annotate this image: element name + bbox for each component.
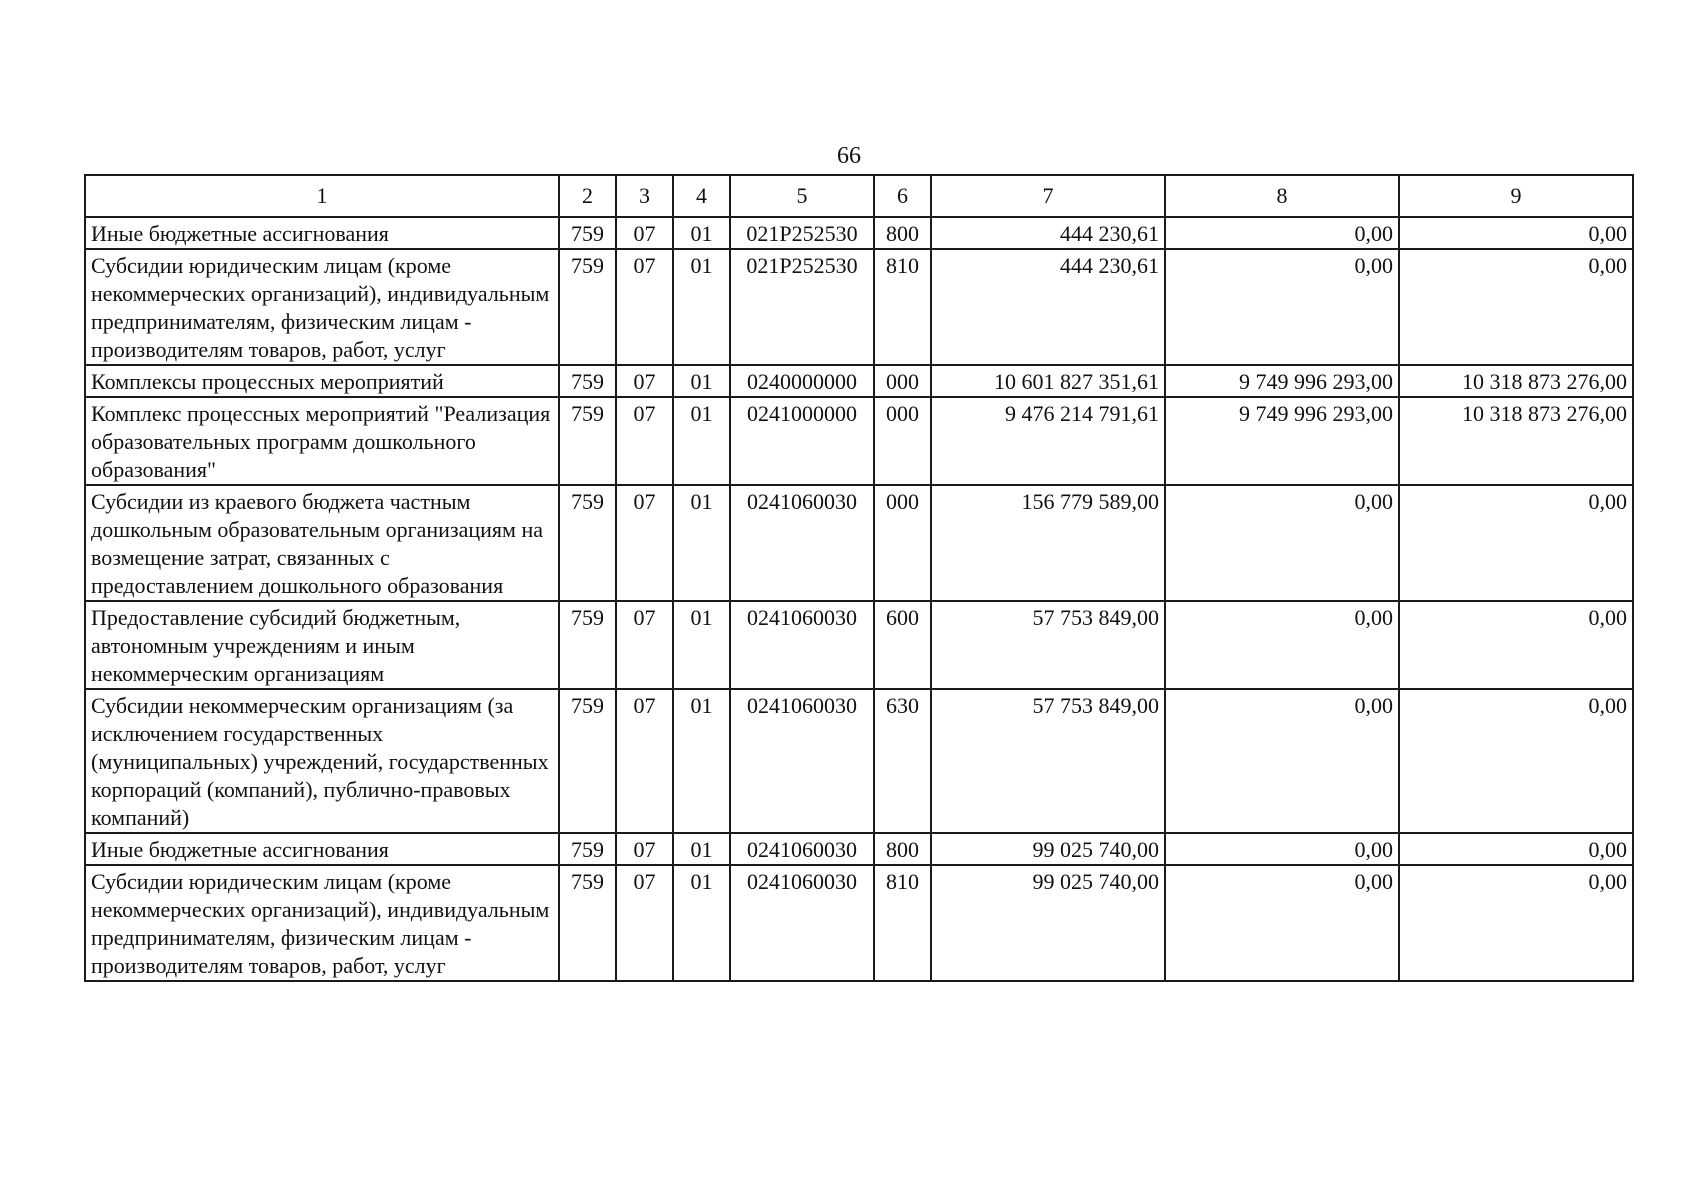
- code-cell: 01: [673, 365, 730, 397]
- code-cell: 759: [559, 397, 616, 485]
- amount-cell: 444 230,61: [931, 249, 1165, 365]
- amount-cell: 0,00: [1399, 689, 1633, 833]
- code-cell: 07: [616, 865, 673, 981]
- amount-cell: 10 601 827 351,61: [931, 365, 1165, 397]
- code-cell: 01: [673, 249, 730, 365]
- amount-cell: 0,00: [1165, 485, 1399, 601]
- code-cell: 810: [874, 249, 931, 365]
- column-header: 4: [673, 175, 730, 217]
- amount-cell: 57 753 849,00: [931, 601, 1165, 689]
- code-cell: 759: [559, 485, 616, 601]
- code-cell: 01: [673, 397, 730, 485]
- column-header: 1: [85, 175, 559, 217]
- table-row: [85, 249, 1633, 365]
- code-cell: 0241060030: [730, 689, 874, 833]
- item-name-cell: Предоставление субсидий бюджетным, автономным учреждениям и иным некоммерческим организациям: [85, 601, 559, 689]
- code-cell: 01: [673, 689, 730, 833]
- code-cell: 759: [559, 249, 616, 365]
- column-header: 5: [730, 175, 874, 217]
- amount-cell: 9 749 996 293,00: [1165, 365, 1399, 397]
- code-cell: 759: [559, 833, 616, 865]
- budget-table: [84, 174, 1634, 982]
- code-cell: 000: [874, 365, 931, 397]
- item-name-cell: Субсидии юридическим лицам (кроме некоммерческих организаций), индивидуальным предпринимателям, физическим лицам - производителям товаров, работ, услуг: [85, 249, 559, 365]
- amount-cell: 0,00: [1399, 865, 1633, 981]
- amount-cell: 0,00: [1399, 249, 1633, 365]
- amount-cell: 57 753 849,00: [931, 689, 1165, 833]
- amount-cell: 0,00: [1399, 601, 1633, 689]
- code-cell: 07: [616, 833, 673, 865]
- table-row: [85, 217, 1633, 249]
- code-cell: 01: [673, 601, 730, 689]
- code-cell: 800: [874, 217, 931, 249]
- table-row: [85, 485, 1633, 601]
- code-cell: 07: [616, 397, 673, 485]
- amount-cell: 99 025 740,00: [931, 833, 1165, 865]
- item-name-cell: Комплекс процессных мероприятий "Реализация образовательных программ дошкольного образования": [85, 397, 559, 485]
- code-cell: 07: [616, 689, 673, 833]
- code-cell: 021P252530: [730, 249, 874, 365]
- code-cell: 021P252530: [730, 217, 874, 249]
- code-cell: 0241060030: [730, 601, 874, 689]
- amount-cell: 444 230,61: [931, 217, 1165, 249]
- column-header: 8: [1165, 175, 1399, 217]
- amount-cell: 0,00: [1165, 601, 1399, 689]
- code-cell: 07: [616, 249, 673, 365]
- amount-cell: 0,00: [1165, 865, 1399, 981]
- amount-cell: 10 318 873 276,00: [1399, 397, 1633, 485]
- table-row: [85, 689, 1633, 833]
- code-cell: 759: [559, 865, 616, 981]
- amount-cell: 0,00: [1399, 485, 1633, 601]
- code-cell: 759: [559, 365, 616, 397]
- code-cell: 630: [874, 689, 931, 833]
- code-cell: 07: [616, 601, 673, 689]
- item-name-cell: Комплексы процессных мероприятий: [85, 365, 559, 397]
- code-cell: 01: [673, 485, 730, 601]
- table-row: [85, 397, 1633, 485]
- code-cell: 01: [673, 217, 730, 249]
- table-row: [85, 833, 1633, 865]
- column-header: 3: [616, 175, 673, 217]
- table-header-row: [85, 175, 1633, 217]
- code-cell: 759: [559, 217, 616, 249]
- code-cell: 01: [673, 833, 730, 865]
- code-cell: 0241060030: [730, 485, 874, 601]
- page-number: 66: [837, 143, 861, 169]
- amount-cell: 156 779 589,00: [931, 485, 1165, 601]
- column-header: 7: [931, 175, 1165, 217]
- amount-cell: 0,00: [1165, 249, 1399, 365]
- code-cell: 07: [616, 217, 673, 249]
- code-cell: 759: [559, 689, 616, 833]
- column-header: 9: [1399, 175, 1633, 217]
- amount-cell: 0,00: [1165, 217, 1399, 249]
- table-row: [85, 601, 1633, 689]
- amount-cell: 0,00: [1399, 833, 1633, 865]
- amount-cell: 99 025 740,00: [931, 865, 1165, 981]
- code-cell: 07: [616, 365, 673, 397]
- code-cell: 01: [673, 865, 730, 981]
- code-cell: 000: [874, 485, 931, 601]
- code-cell: 800: [874, 833, 931, 865]
- code-cell: 810: [874, 865, 931, 981]
- amount-cell: 0,00: [1165, 689, 1399, 833]
- table-row: [85, 865, 1633, 981]
- amount-cell: 9 476 214 791,61: [931, 397, 1165, 485]
- table-row: [85, 365, 1633, 397]
- column-header: 2: [559, 175, 616, 217]
- code-cell: 0241060030: [730, 833, 874, 865]
- amount-cell: 0,00: [1399, 217, 1633, 249]
- code-cell: 0241000000: [730, 397, 874, 485]
- code-cell: 759: [559, 601, 616, 689]
- item-name-cell: Субсидии некоммерческим организациям (за исключением государственных (муниципальных) учреждений, государственных корпораций (компаний), публично-правовых компаний): [85, 689, 559, 833]
- item-name-cell: Субсидии из краевого бюджета частным дошкольным образовательным организациям на возмещение затрат, связанных с предоставлением дошкольного образования: [85, 485, 559, 601]
- amount-cell: 9 749 996 293,00: [1165, 397, 1399, 485]
- item-name-cell: Иные бюджетные ассигнования: [85, 833, 559, 865]
- code-cell: 07: [616, 485, 673, 601]
- column-header: 6: [874, 175, 931, 217]
- code-cell: 0241060030: [730, 865, 874, 981]
- code-cell: 600: [874, 601, 931, 689]
- amount-cell: 10 318 873 276,00: [1399, 365, 1633, 397]
- item-name-cell: Иные бюджетные ассигнования: [85, 217, 559, 249]
- amount-cell: 0,00: [1165, 833, 1399, 865]
- code-cell: 000: [874, 397, 931, 485]
- item-name-cell: Субсидии юридическим лицам (кроме некоммерческих организаций), индивидуальным предпринимателям, физическим лицам - производителям товаров, работ, услуг: [85, 865, 559, 981]
- code-cell: 0240000000: [730, 365, 874, 397]
